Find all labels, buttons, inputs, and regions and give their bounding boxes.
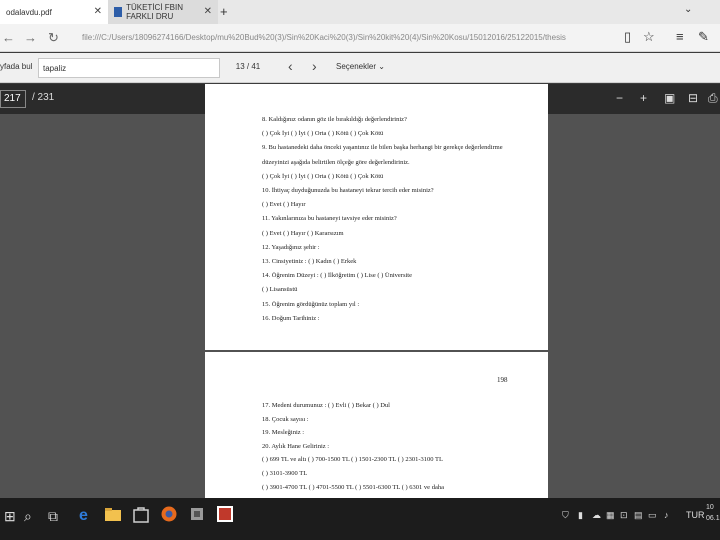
firefox-icon[interactable] [160, 505, 178, 523]
document-line: 19. Mesleğiniz : [262, 429, 305, 437]
save-icon[interactable]: ⊟ [688, 91, 699, 105]
tray-icon[interactable]: ▤ [634, 510, 643, 520]
security-icon[interactable]: ⛉ [562, 510, 569, 520]
page-number: 198 [497, 376, 508, 384]
document-line: 17. Medeni durumunuz : ( ) Evli ( ) Bekar ( ) Dul [262, 402, 390, 409]
task-view-icon[interactable]: ⧉ [48, 508, 58, 524]
refresh-icon[interactable]: ↻ [48, 30, 59, 45]
app-icon[interactable] [188, 505, 206, 523]
page-number-input[interactable]: 217 [0, 90, 26, 108]
svg-text:e: e [79, 507, 88, 523]
volume-icon[interactable]: ♪ [664, 510, 669, 520]
document-line: düzeyinizi aşağıda belirtilen ölçeğe göre değerlendiriniz. [262, 158, 410, 166]
forward-icon[interactable]: → [24, 30, 37, 45]
page-total: / 231 [32, 92, 55, 103]
document-line: ( ) Evet ( ) Hayır ( ) Kararsızım [262, 229, 344, 237]
search-icon[interactable]: ⌕ [24, 508, 32, 524]
taskbar [0, 498, 720, 540]
start-icon[interactable]: ⊞ [4, 508, 16, 524]
document-line: 10. İhtiyaç duyduğunuzda bu hastaneyi tekrar tercih eder misiniz? [262, 187, 434, 194]
clock-date: 06.1 [706, 515, 720, 522]
address-bar [0, 24, 720, 52]
document-line: 13. Cinsiyetiniz : ( ) Kadın ( ) Erkek [262, 258, 357, 265]
document-line: ( ) Çok İyi ( ) İyi ( ) Orta ( ) Kötü ( ) Çok Kötü [262, 172, 384, 180]
find-bar [0, 53, 720, 83]
document-line: 20. Aylık Hane Geliriniz : [262, 442, 330, 450]
document-line: ( ) Lisansüstü [262, 286, 298, 294]
pdf-viewer[interactable] [0, 114, 720, 498]
language-indicator[interactable]: TUR [686, 510, 705, 520]
find-input[interactable]: tapaliz [38, 58, 220, 78]
store-icon[interactable] [132, 505, 150, 523]
hub-menu-icon[interactable]: ≡ [676, 29, 684, 44]
document-line: 14. Öğrenim Düzeyi : ( ) İlköğretim ( ) Lise ( ) Üniversite [262, 272, 412, 280]
document-line: 16. Doğum Tarihiniz : [262, 314, 320, 322]
back-icon[interactable]: ← [2, 30, 15, 45]
onedrive-icon[interactable]: ☁ [592, 510, 601, 520]
url-field[interactable]: file:///C:/Users/18096274166/Desktop/mu%20Bud%20(3)/Sin%20Kaci%20(3)/Sin%20kit%20(4)/Sin%20Kosu/15012016/25122015/thesis [82, 33, 566, 42]
document-line: ( ) 699 TL ve altı ( ) 700-1500 TL ( ) 1501-2300 TL ( ) 2301-3100 TL [262, 456, 443, 464]
document-line: 15. Öğrenim gördüğünüz toplam yıl : [262, 300, 360, 308]
web-note-icon[interactable]: ✎ [698, 29, 709, 44]
clock-time: 10 [706, 504, 714, 511]
fit-page-icon[interactable]: ▣ [664, 91, 676, 105]
close-tab-icon[interactable]: ✕ [93, 6, 102, 17]
close-tab-icon[interactable]: ✕ [203, 6, 212, 17]
tray-icon[interactable]: ▦ [606, 510, 615, 520]
network-icon[interactable]: ▭ [648, 510, 657, 520]
find-next-icon[interactable]: › [312, 58, 317, 74]
document-line: 8. Kaldığınız odanın göz ile bırakıldığı değerlendiriniz? [262, 116, 407, 123]
edge-icon[interactable] [76, 505, 94, 523]
tray-icon[interactable]: ▮ [578, 510, 583, 520]
pdf-page [205, 84, 548, 350]
print-icon[interactable]: ⎙ [708, 91, 718, 105]
tab-list-icon[interactable]: ⌄ [684, 4, 693, 15]
new-tab-button[interactable]: + [220, 4, 228, 19]
tab-document[interactable] [108, 0, 218, 24]
document-line: 18. Çocuk sayısı : [262, 415, 309, 423]
tab-strip [0, 0, 720, 24]
find-options-dropdown[interactable]: Seçenekler ⌄ [336, 62, 385, 71]
document-line: 11. Yakınlarınıza bu hastaneyi tavsiye eder misiniz? [262, 215, 397, 223]
tab-pdf[interactable] [0, 0, 108, 24]
find-label: yfada bul [0, 62, 33, 71]
tab-title: TÜKETİCİ FBIN FARKLI DRU [126, 3, 183, 21]
zoom-out-icon[interactable]: − [616, 91, 624, 105]
clock[interactable] [706, 502, 720, 524]
document-icon [114, 7, 122, 17]
reading-view-icon[interactable]: ▯ [624, 29, 632, 44]
document-line: ( ) Çok İyi ( ) İyi ( ) Orta ( ) Kötü ( ) Çok Kötü [262, 130, 384, 138]
document-line: 12. Yaşadığınız şehir : [262, 243, 320, 251]
favorite-star-icon[interactable]: ☆ [643, 29, 655, 44]
file-explorer-icon[interactable] [104, 505, 122, 523]
document-line: ( ) 3101-3900 TL [262, 470, 308, 477]
document-line: ( ) Evet ( ) Hayır [262, 201, 306, 209]
tab-title: odalavdu.pdf [6, 7, 52, 17]
find-match-count: 13 / 41 [235, 62, 261, 71]
find-previous-icon[interactable]: ‹ [288, 58, 293, 74]
tray-icon[interactable]: ⊡ [620, 510, 628, 520]
acrobat-icon[interactable] [216, 505, 234, 523]
zoom-in-icon[interactable]: + [640, 91, 648, 105]
document-line: ( ) 3901-4700 TL ( ) 4701-5500 TL ( ) 5501-6300 TL ( ) 6301 ve daha [262, 483, 444, 491]
document-line: 9. Bu hastanedeki daha önceki yaşantınız ile bilen başka herhangi bir gerekçe değerlendirme [262, 144, 503, 152]
pdf-page [205, 352, 548, 512]
